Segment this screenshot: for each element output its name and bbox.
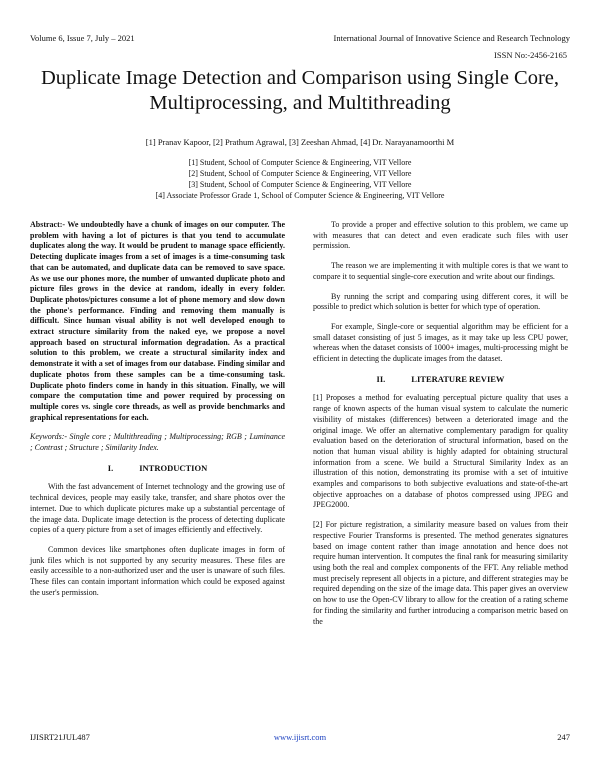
body-paragraph-2: The reason we are implementing it with multiple cores is that we want to compare it to sequential single-core execution and write about our findings. (313, 261, 568, 281)
paper-title: Duplicate Image Detection and Comparison using Single Core, Multiprocessing, and Multithreading (40, 67, 560, 114)
body-paragraph-1: To provide a proper and effective solution to this problem, we came up with measures that can detect and even eradicate such files with user permission. (313, 220, 568, 251)
header-journal: International Journal of Innovative Science and Research Technology (333, 33, 570, 43)
footer-page-number: 247 (557, 732, 570, 742)
keywords: Keywords:- Single core ; Multithreading ; Multiprocessing; RGB ; Luminance ; Contrast ; Structure ; Similarity Index. (30, 432, 285, 453)
footer-paper-id: IJISRT21JUL487 (30, 732, 90, 742)
intro-paragraph-1: With the fast advancement of Internet technology and the growing use of technical devices, people may easily take, transfer, and share photos over the internet. Due to which duplicate pictures make up a substantial percentage of the image data. Duplicate image detection is the process of detecting duplicate copies of a query picture from a set of images efficiently and effectively. (30, 482, 285, 535)
header-volume: Volume 6, Issue 7, July – 2021 (30, 33, 135, 43)
affiliation-2: [2] Student, School of Computer Science & Engineering, VIT Vellore (188, 169, 412, 178)
intro-paragraph-2: Common devices like smartphones often duplicate images in form of junk files which is not supported by any security measures. These files are easily accessible to a non-authorized user and the user is unaware of such files. These files can contain important information which could be exposed against the user's permission. (30, 544, 285, 597)
author-list: [1] Pranav Kapoor, [2] Prathum Agrawal, [3] Zeeshan Ahmad, [4] Dr. Narayanamoorthi M (145, 137, 455, 147)
section-title: LITERATURE REVIEW (411, 373, 505, 384)
section-heading-literature-review (313, 374, 568, 385)
header-issn: ISSN No:-2456-2165 (494, 50, 567, 60)
abstract: Abstract:- We undoubtedly have a chunk of images on our computer. The problem with having a lot of pictures is that you tend to accumulate duplicates along the way. It would be prudent to manage space efficiently. Detecting duplicate images from a set of images is a time-consuming task that can be automated, and duplicate data can be removed to save space. As we use our phones more, the number of unwanted duplicate photo and picture files grows in the device at random, ideally in every folder. Duplicate photos/pictures consume a lot of phone memory and slow down the phone's performance. Finding and removing them manually is difficult. Since human visual ability is not well developed enough to extract structure similarity from the naked eye, we propose a novel approach based on structural information degradation. As a practical solution to this problem, we create a structural similarity index and demonstrate it with a set of images from our database. Finding similar and duplicate photos from these samples can be a time-consuming task. Duplicate photo finders come in handy in this situation. Finally, we will compare the computation time and power required by processing on multiple cores vs. single core threads, as well as provide benchmarks and graphical representations for each. (30, 220, 285, 422)
affiliation-list (30, 157, 570, 201)
section-heading-introduction (30, 463, 285, 474)
affiliation-1: [1] Student, School of Computer Science & Engineering, VIT Vellore (188, 158, 412, 167)
left-column (30, 220, 285, 608)
section-number: II. (376, 373, 386, 384)
body-paragraph-4: For example, Single-core or sequential algorithm may be efficient for a small dataset consisting of just 5 images, as it may take up less CPU power, whereas when the dataset consists of 1000+ images, multi-processing might be efficient in detecting the duplicate images from the dataset. (313, 321, 568, 364)
footer-website-link[interactable]: www.ijisrt.com (273, 732, 327, 742)
lit-paragraph-2: [2] For picture registration, a similarity measure based on values from their respective Fourier Transforms is presented. The method generates signatures based on image content rather than image annotation and hence does not require human intervention. It computes the final rank for measuring similarity using both the real and complex components of the FFT. Any reliable method must precisely represent all objects in a picture, and different strategies may be required depending on the size of the image data. This paper gives an overview on how to use the Open-CV library to allow for the creation of a rating scheme for finding the similarity and further introducing a comparison metric based on the (313, 520, 568, 626)
section-number: I. (107, 462, 114, 473)
body-paragraph-3: By running the script and comparing using different cores, it will be possible to predict which solution is better for which type of operation. (313, 291, 568, 312)
right-column (313, 220, 568, 636)
section-title: INTRODUCTION (139, 462, 208, 473)
affiliation-3: [3] Student, School of Computer Science & Engineering, VIT Vellore (188, 180, 412, 189)
affiliation-4: [4] Associate Professor Grade 1, School of Computer Science & Engineering, VIT Vellore (155, 191, 445, 200)
lit-paragraph-1: [1] Proposes a method for evaluating perceptual picture quality that uses a range of known aspects of the human visual system to calculate the numeric visibility of mistakes (differences) between a deteriorated image and the original image. We offer an alternative complementary paradigm for quality evaluation based on the deterioration of structural information, based on the notion that human visual ability is highly adapted for obtaining structural information from a scene. We build a Structural Similarity Index as an illustration of this notion, demonstrating its promise with a set of intuitive examples and comparisons to both subjective evaluations and state-of-the-art objective approaches on a database of photos compressed using JPEG and JPEG2000. (313, 393, 568, 510)
